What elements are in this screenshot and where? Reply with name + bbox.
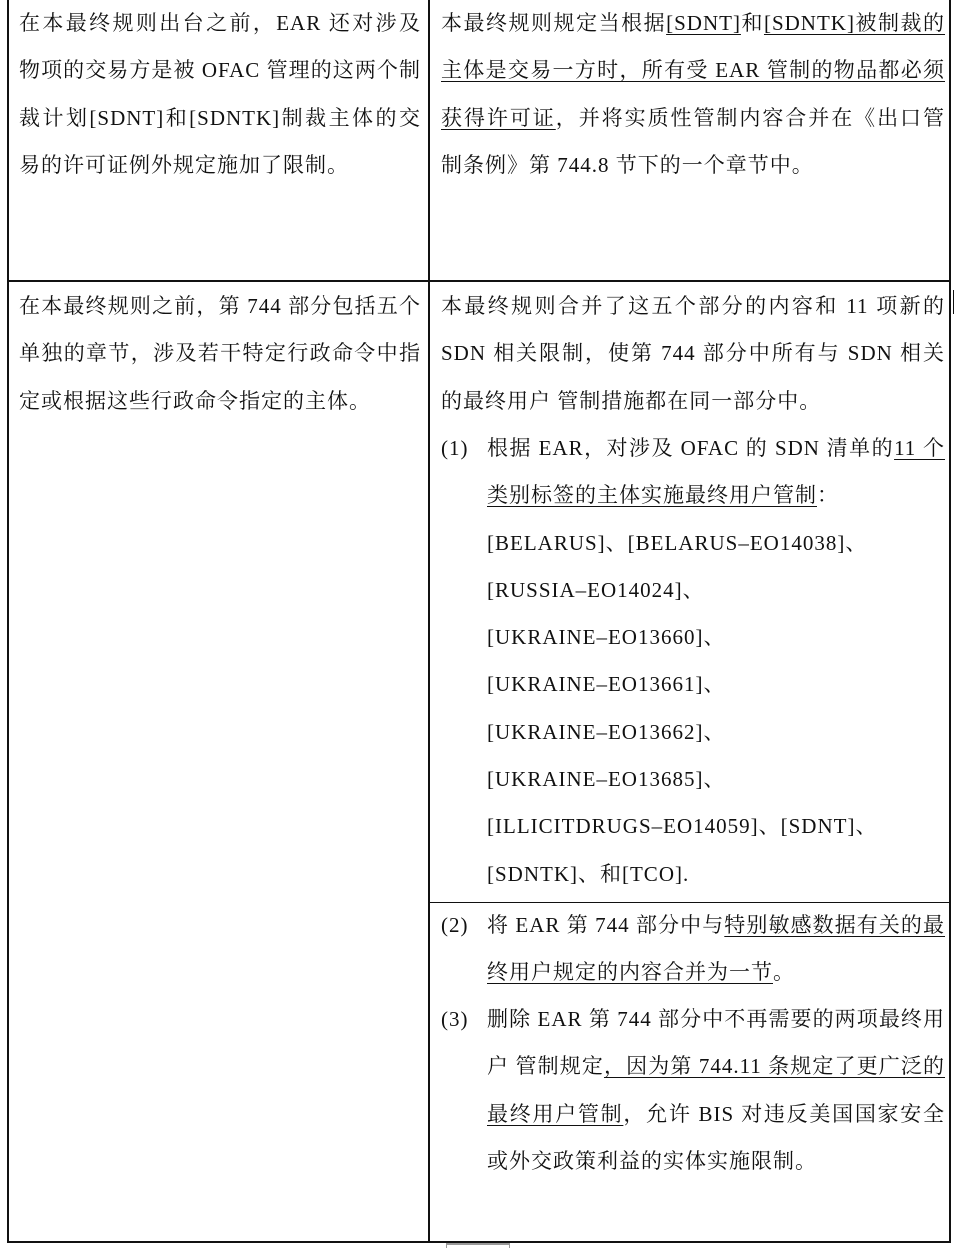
- row2-right-intro: [441, 283, 945, 425]
- item3-post: ，允许 BIS 对违反美国国家安全或外交政策利益的实体实施限制。: [487, 1101, 946, 1173]
- label-line: [UKRAINE–EO13662]、: [487, 719, 726, 744]
- row2-left-text: 在本最终规则之前，第 744 部分包括五个单独的章节，涉及若干特定行政命令中指定或根据这些行政命令指定的主体。: [19, 294, 421, 413]
- label-line: [UKRAINE–EO13660]、: [487, 625, 726, 650]
- row1-right-underline-sdntk: [SDNTK]: [763, 11, 855, 35]
- row1-right-cell: [441, 0, 945, 189]
- row2-left-cell: [19, 283, 421, 425]
- row1-right-pre: 本最终规则规定当根据: [441, 11, 667, 35]
- item-number: (3): [441, 1007, 469, 1031]
- item-number: (1): [441, 436, 469, 460]
- item1-colon: ：: [817, 483, 839, 508]
- item2-body: [487, 902, 945, 997]
- item-number: (2): [441, 913, 469, 937]
- row1-right-underline-clause: 被制裁的主体是交易一方时，所有受 EAR 管制的物品都必须获得许可证: [441, 11, 946, 130]
- row1-left-cell: [19, 0, 421, 189]
- label-line: [UKRAINE–EO13661]、: [487, 672, 726, 697]
- row1-right-post: ，并将实质性管制内容合并在《出口管制条例》第 744.8 节下的一个章节中。: [441, 105, 946, 177]
- column-divider: [428, 0, 430, 1241]
- item2-pre: 将 EAR 第 744 部分中与: [487, 913, 725, 937]
- comparison-table: [7, 0, 951, 1243]
- row-divider: [9, 280, 949, 282]
- item2-underlined: 特别敏感数据有关的最终用户规定的内容合并为一节: [487, 913, 946, 985]
- row1-left-text: 在本最终规则出台之前，EAR 还对涉及物项的交易方是被 OFAC 管理的这两个制裁计划[SDNT]和[SDNTK]制裁主体的交易的许可证例外规定施加了限制。: [19, 11, 421, 177]
- label-line: [UKRAINE–EO13685]、: [487, 767, 726, 792]
- margin-mark: [953, 290, 954, 314]
- item1-underlined: 11 个类别标签的主体实施最终用户管制: [487, 436, 945, 508]
- item3-pre: 删除 EAR 第 744 部分中不再需要的两项最终用户 管制规定: [487, 1007, 945, 1079]
- row2-right-intro-text: 本最终规则合并了这五个部分的内容和 11 项新的 SDN 相关限制，使第 744 部分中所有与 SDN 相关的最终用户 管制措施都在同一部分中。: [441, 294, 945, 413]
- page-edge-tab: [446, 1243, 510, 1248]
- label-line: [SDNTK]、和[TCO].: [487, 861, 690, 886]
- item1-pre: 根据 EAR，对涉及 OFAC 的 SDN 清单的: [487, 436, 895, 460]
- item3-underlined: ，因为第 744.11 条规定了更广泛的最终用户管制: [487, 1054, 945, 1126]
- item3-body: [487, 996, 945, 1185]
- label-line: [BELARUS]、[BELARUS–EO14038]、: [487, 530, 868, 555]
- row1-right-mid: 和: [740, 11, 764, 35]
- label-line: [ILLICITDRUGS–EO14059]、[SDNT]、: [487, 814, 878, 839]
- label-line: [RUSSIA–EO14024]、: [487, 577, 705, 602]
- row1-right-underline-sdnt: [SDNT]: [666, 11, 741, 35]
- item2-post: 。: [773, 960, 795, 985]
- item1-body: [487, 425, 945, 898]
